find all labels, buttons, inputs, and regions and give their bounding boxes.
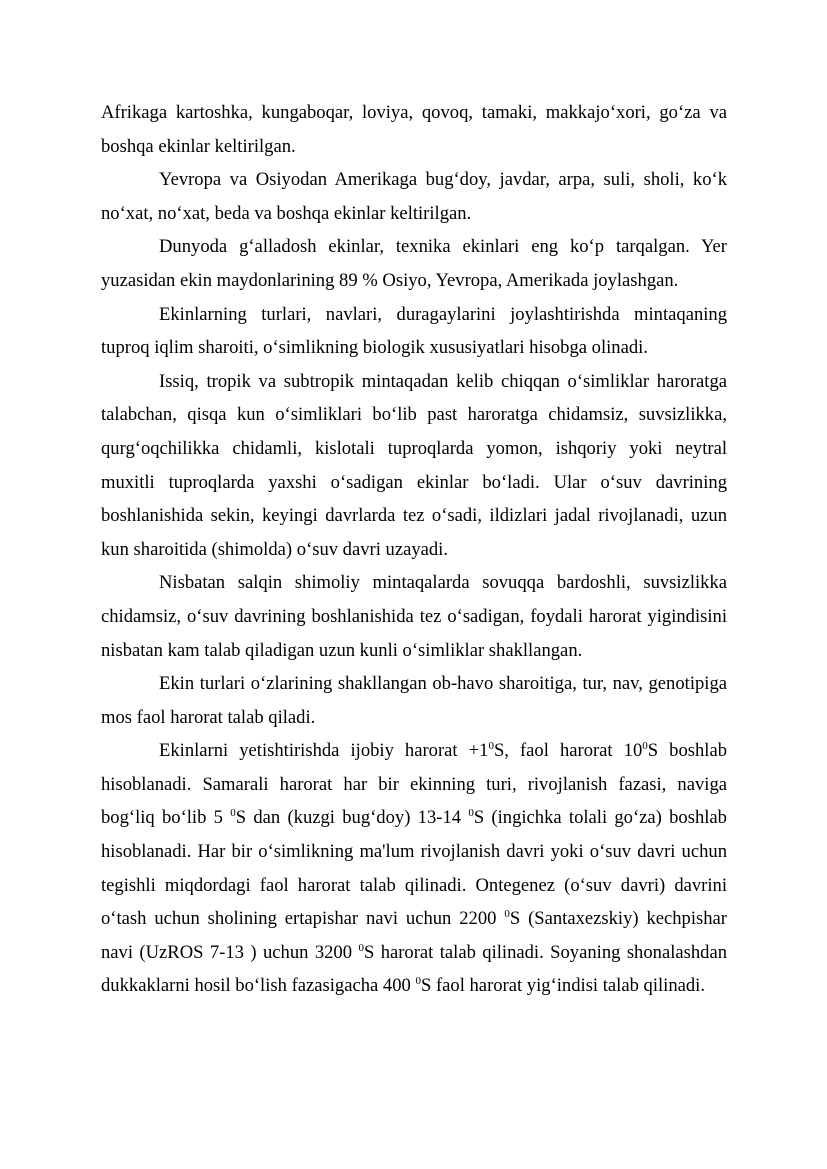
paragraph [101, 365, 727, 567]
superscript-degree: 0 [488, 740, 494, 753]
paragraph-text: Nisbatan salqin shimoliy mintaqalarda sovuqqa bardoshli, suvsizlikka chidamsiz, o‘suv davrining boshlanishida tez o‘sadigan, foydali harorat yigindisini nisbatan kam talab qiladigan uzun kunli o‘simliklar shakllangan. [101, 572, 727, 661]
paragraph-text: Issiq, tropik va subtropik mintaqadan kelib chiqqan o‘simliklar haroratga talabchan, qisqa kun o‘simliklari bo‘lib past haroratga chidamsiz, suvsizlikka, qurg‘oqchilikka chidamli, kislotali tuproqlarda yomon, ishqoriy yoki neytral muxitli tuproqlarda yaxshi o‘sadigan ekinlar bo‘ladi. Ular o‘suv davrining boshlanishida sekin, keyingi davrlarda tez o‘sadi, ildizlari jadal rivojlanadi, uzun kun sharoitida (shimolda) o‘suv davri uzayadi. [101, 370, 727, 560]
paragraph-text: S harorat talab qilinadi. Soyaning shonalashdan dukkaklarni hosil bo‘lish fazasigacha 400 [101, 941, 727, 997]
paragraph [101, 667, 727, 734]
superscript-degree: 0 [468, 807, 474, 820]
superscript-degree: 0 [415, 975, 421, 988]
paragraph-text: Afrikaga kartoshka, kungaboqar, loviya, qovoq, tamaki, makkajo‘xori, go‘za va boshqa ekinlar keltirilgan. [101, 102, 727, 157]
superscript-degree: 0 [358, 941, 364, 954]
paragraph [101, 96, 727, 163]
paragraph-text: S boshlab hisoblanadi. Samarali harorat har bir ekinning turi, rivojlanish fazasi, naviga bog‘liq bo‘lib 5 [101, 740, 727, 829]
paragraph-text: Ekinlarning turlari, navlari, duragaylarini joylashtirishda mintaqaning tuproq iqlim sharoiti, o‘simlikning biologik xususiyatlari hisobga olinadi. [101, 303, 727, 359]
paragraph-text: S (Santaxezskiy) kechpishar navi (UzROS 7-13 ) uchun 3200 [101, 908, 727, 963]
paragraph [101, 230, 727, 297]
paragraph-text: S (ingichka tolali go‘za) boshlab hisoblanadi. Har bir o‘simlikning ma'lum rivojlanish davri yoki o‘suv davri uchun tegishli miqdordagi faol harorat talab qilinadi. Ontegenez (o‘suv davri) davrini o‘tash uchun sholining ertapishar navi uchun 2200 [101, 807, 727, 930]
paragraph [101, 163, 727, 230]
paragraph-text: S faol harorat yig‘indisi talab qilinadi. [420, 975, 705, 997]
paragraph [101, 298, 727, 365]
paragraph [101, 734, 727, 1003]
paragraph-text: Yevropa va Osiyodan Amerikaga bug‘doy, javdar, arpa, suli, sholi, ko‘k no‘xat, no‘xat, beda va boshqa ekinlar keltirilgan. [101, 169, 727, 224]
paragraph [101, 566, 727, 667]
superscript-degree: 0 [504, 908, 510, 921]
document-page [101, 96, 727, 1003]
paragraph-text: S, faol harorat 10 [493, 740, 643, 762]
paragraph-text: Ekin turlari o‘zlarining shakllangan ob-havo sharoitiga, tur, nav, genotipiga mos faol harorat talab qiladi. [101, 673, 727, 728]
superscript-degree: 0 [230, 807, 236, 820]
superscript-degree: 0 [642, 740, 648, 753]
paragraph-text: Ekinlarni yetishtirishda ijobiy harorat +1 [159, 740, 489, 762]
paragraph-text: Dunyoda g‘alladosh ekinlar, texnika ekinlari eng ko‘p tarqalgan. Yer yuzasidan ekin maydonlarining 89 % Osiyo, Yevropa, Amerikada joylashgan. [101, 236, 727, 291]
paragraph-text: S dan (kuzgi bug‘doy) 13-14 [235, 807, 469, 829]
